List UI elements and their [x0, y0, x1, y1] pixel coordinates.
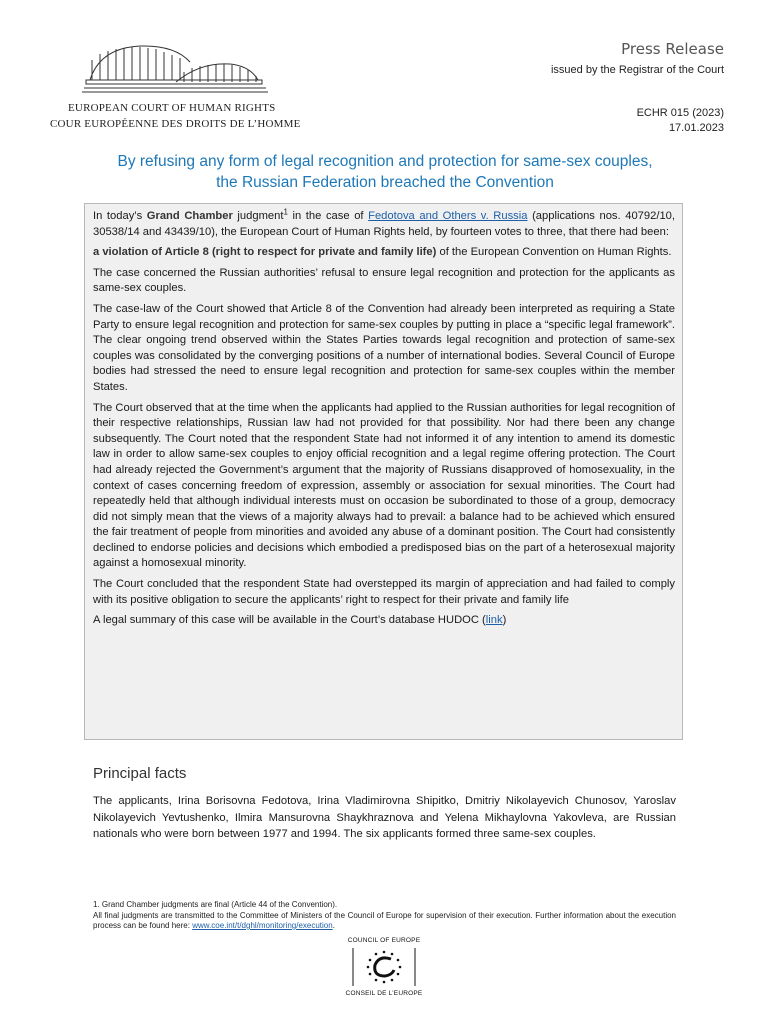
- text-run: in the case of: [287, 210, 369, 222]
- text-run: A legal summary of this case will be available in the Court’s database HUDOC (: [93, 614, 486, 627]
- text-run: of the European Convention on Human Rights.: [436, 246, 672, 259]
- page-title: [60, 151, 710, 193]
- summary-paragraph-3: The case concerned the Russian authorities’ refusal to ensure legal recognition and protection for the applicants as same-sex couples.: [93, 266, 675, 295]
- release-date: 17.01.2023: [668, 122, 724, 134]
- summary-paragraph-1: [93, 209, 675, 240]
- text-run: In today’s: [93, 210, 147, 222]
- text-run: All final judgments are transmitted to the Committee of Ministers of the Council of Europe for supervision of their execution. Further information about the execution process can be found here:: [93, 910, 676, 930]
- grand-chamber-label: Grand Chamber: [146, 210, 233, 222]
- court-name-en: EUROPEAN COURT OF HUMAN RIGHTS: [68, 102, 276, 114]
- footnotes: [93, 900, 676, 932]
- council-emblem-icon: [349, 946, 419, 988]
- court-logo: [50, 40, 310, 130]
- summary-paragraph-6: The Court concluded that the respondent State had overstepped its margin of appreciation and had failed to comply with its positive obligation to secure the applicants’ right to respect for their private and family life: [93, 578, 675, 606]
- violation-label: a violation of Article 8 (right to respect for private and family life): [93, 246, 437, 259]
- court-building-icon: [80, 40, 270, 98]
- summary-box: [84, 203, 683, 740]
- execution-link[interactable]: www.coe.int/t/dghl/monitoring/execution: [192, 921, 333, 930]
- principal-facts-text: The applicants, Irina Borisovna Fedotova, Irina Vladimirovna Shipitko, Dmitriy Nikolayevich Chunosov, Yaroslav Nikolayevich Yevtushenko, Ilmira Mansurovna Shaykhraznova and Yelena Mikhaylovna Yakovleva, are Russian nationals who were born between 1977 and 1994. The six applicants formed three same-sex couples.: [93, 795, 676, 840]
- council-name-en: COUNCIL OF EUROPE: [347, 937, 421, 944]
- press-release-subtitle: issued by the Registrar of the Court: [550, 64, 724, 76]
- council-of-europe-logo: [344, 937, 424, 997]
- title-line-2: the Russian Federation breached the Convention: [216, 174, 554, 191]
- summary-paragraph-5: The Court observed that at the time when the applicants had applied to the Russian authorities for legal recognition of their respective relationships, Russian law had not provided for that possibility. Nor had there been any change subsequently. The Court noted that the respondent State had not informed it of any intention to amend its domestic law in order to allow same-sex couples to enjoy official recognition and a legal regime offering protection. The Court had already rejected the Government’s argument that the majority of Russians disapproved of homosexuality, in the context of cases concerning freedom of expression, assembly or association for sexual minorities. The Court had repeatedly held that although individual interests must on occasion be subordinated to those of a group, democracy did not simply mean that the views of a majority always had to prevail: a balance had to be achieved which ensured the fair treatment of people from minorities and avoided any abuse of a dominant position. The Court had consistently declined to endorse policies and decisions which embodied a predisposed bias on the part of a heterosexual majority against a homosexual minority.: [93, 401, 675, 570]
- text-run: .: [332, 921, 335, 930]
- principal-facts-heading: Principal facts: [93, 765, 187, 782]
- summary-paragraph-7: [93, 613, 675, 629]
- summary-paragraph-2: [93, 245, 675, 261]
- court-name-fr: COUR EUROPÉENNE DES DROITS DE L’HOMME: [50, 118, 301, 130]
- text-run: (applications nos. 40792/10, 30538/14 and 43439/10), the European Court of Human Rights held, by fourteen votes to three, that there had been:: [93, 210, 676, 238]
- case-link[interactable]: Fedotova and Others v. Russia: [368, 210, 528, 222]
- text-run: ): [502, 614, 507, 627]
- footnote-1: 1. Grand Chamber judgments are final (Article 44 of the Convention).: [93, 900, 338, 909]
- text-run: judgment: [232, 210, 284, 222]
- reference-number: ECHR 015 (2023): [636, 107, 724, 119]
- footnote-2: [93, 911, 676, 932]
- council-name-fr: CONSEIL DE L’EUROPE: [345, 990, 423, 997]
- press-release-title: Press Release: [621, 40, 724, 58]
- press-release-header: [551, 40, 724, 76]
- footnote-ref[interactable]: 1: [283, 207, 288, 217]
- summary-paragraph-4: The case-law of the Court showed that Article 8 of the Convention had already been interpreted as requiring a State Party to ensure legal recognition and protection for same-sex couples by putting in place a “specific legal framework”. The clear ongoing trend observed within the States Parties towards legal recognition and protection of same-sex couples was consolidated by the converging positions of a number of international bodies. Several Council of Europe bodies had stressed the need to ensure legal recognition and protection for same-sex couples within the member States.: [93, 302, 675, 393]
- title-line-1: By refusing any form of legal recognition and protection for same-sex couples,: [117, 153, 653, 170]
- release-reference: [637, 106, 724, 136]
- hudoc-link[interactable]: link: [485, 614, 503, 627]
